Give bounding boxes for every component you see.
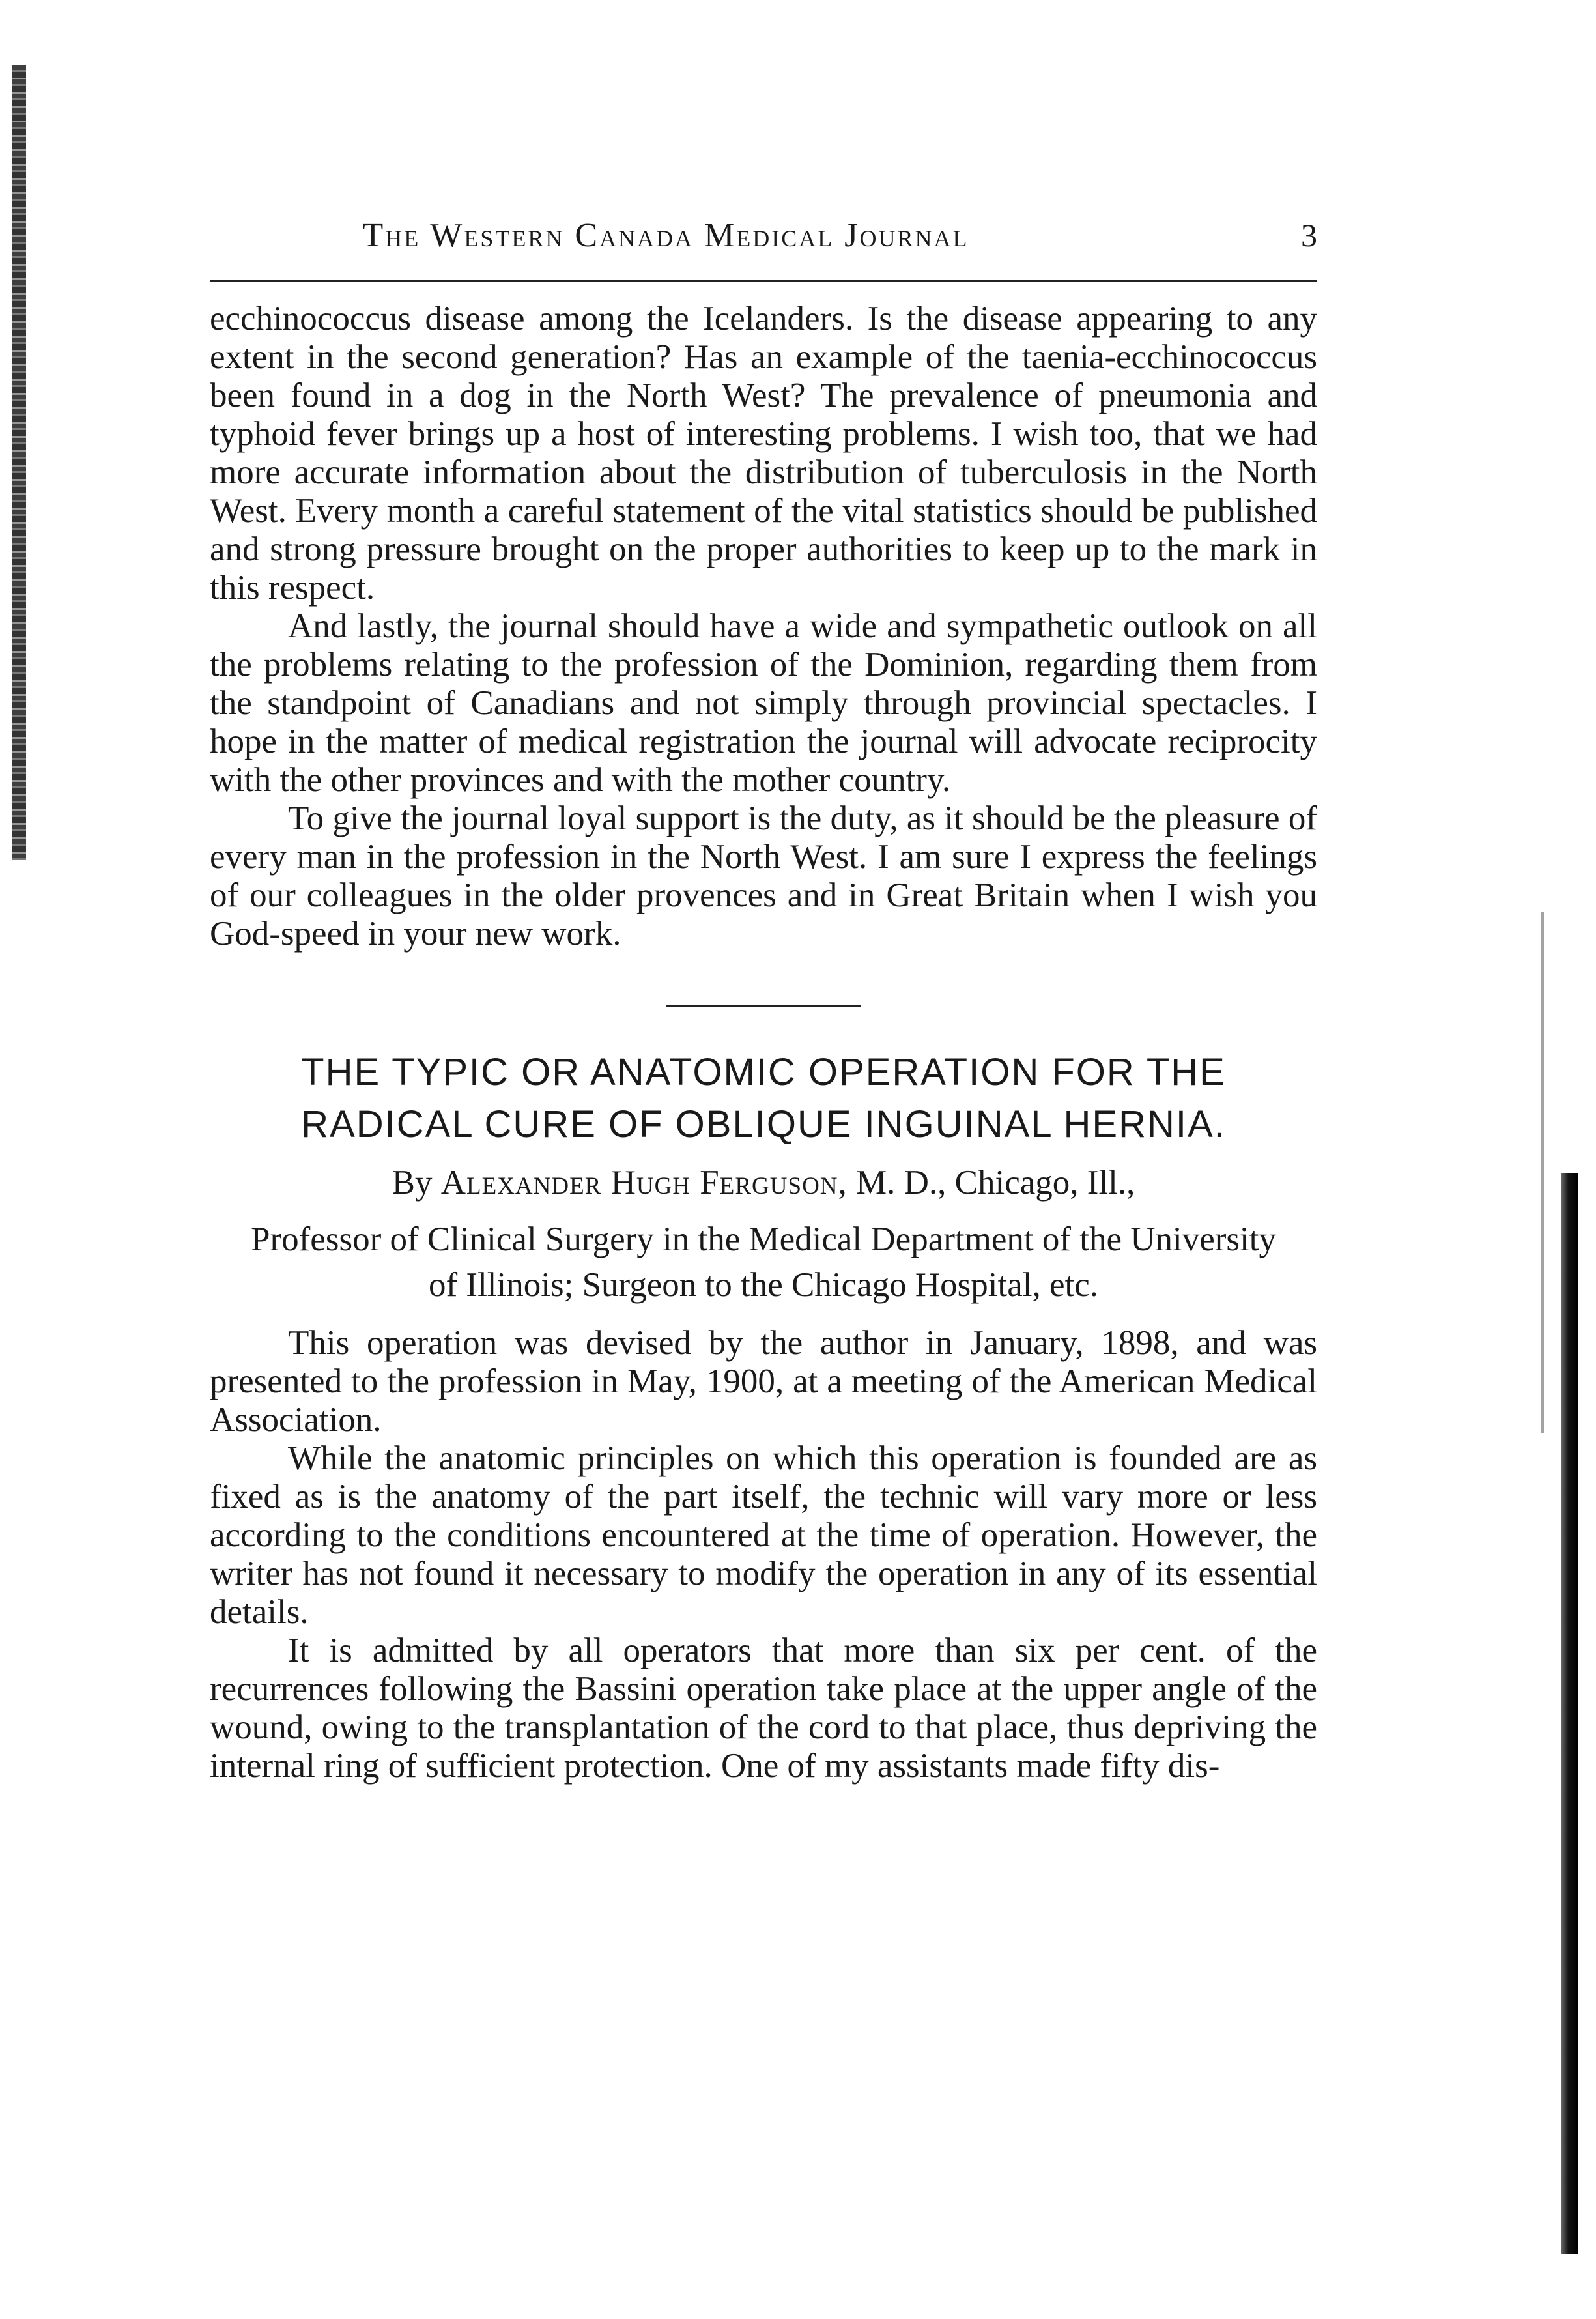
page-body (210, 300, 1317, 1785)
author-credentials: M. D., Chicago, Ill., (856, 1164, 1135, 1202)
section-divider (666, 1005, 861, 1007)
running-head: The Western Canada Medical Journal (362, 217, 969, 254)
author-affiliation: Professor of Clinical Surgery in the Medical Department of the University of Illinois; Surgeon to the Chicago Hospital, etc. (251, 1220, 1276, 1304)
page-number: 3 (1301, 217, 1317, 253)
article-paragraph: While the anatomic principles on which this operation is founded are as fixed as is the anatomy of the part itself, the technic will vary more or less according to the conditions encountered at the time of operation. However, the writer has not found it necessary to modify the operation in any of its essential details. (210, 1439, 1317, 1631)
scan-edge-left (12, 65, 26, 860)
intro-paragraph: And lastly, the journal should have a wide and sympathetic outlook on all the problems relating to the profession of the Dominion, regarding them from the standpoint of Canadians and not simply through provincial spectacles. I hope in the matter of medical registration the journal will advocate reciprocity with the other provinces and with the mother country. (210, 607, 1317, 799)
article-paragraph: It is admitted by all operators that more than six per cent. of the recurrences following the Bassini operation take place at the upper angle of the wound, owing to the transplantation of the cord to that place, thus depriving the internal ring of sufficient protection. One of my assistants made fifty dis- (210, 1632, 1317, 1785)
article-paragraph: This operation was devised by the author in January, 1898, and was presented to the profession in May, 1900, at a meeting of the American Medical Association. (210, 1324, 1317, 1439)
author-name: Alexander Hugh Ferguson, (440, 1164, 848, 1202)
article-byline (210, 1164, 1317, 1202)
article-title: THE TYPIC OR ANATOMIC OPERATION FOR THE RADICAL CURE OF OBLIQUE INGUINAL HERNIA. (301, 1051, 1226, 1145)
intro-paragraph: To give the journal loyal support is the duty, as it should be the pleasure of every man in the profession in the North West. I am sure I express the feelings of our colleagues in the older provences and in Great Britain when I wish you God-speed in your new work. (210, 799, 1317, 953)
scan-edge-right (1561, 1173, 1578, 2254)
scan-edge-right-thin (1541, 912, 1544, 1433)
byline-prefix: By (392, 1164, 433, 1202)
page-header (210, 216, 1317, 259)
header-rule (210, 280, 1317, 282)
intro-paragraph: ecchinococcus disease among the Icelanders. Is the disease appearing to any extent in the second generation? Has an example of the taenia-ecchinococcus been found in a dog in the North West? The prevalence of pneumonia and typhoid fever brings up a host of interesting problems. I wish too, that we had more accurate information about the distribution of tuberculosis in the North West. Every month a careful statement of the vital statistics should be published and strong pressure brought on the proper authorities to keep up to the mark in this respect. (210, 300, 1317, 607)
